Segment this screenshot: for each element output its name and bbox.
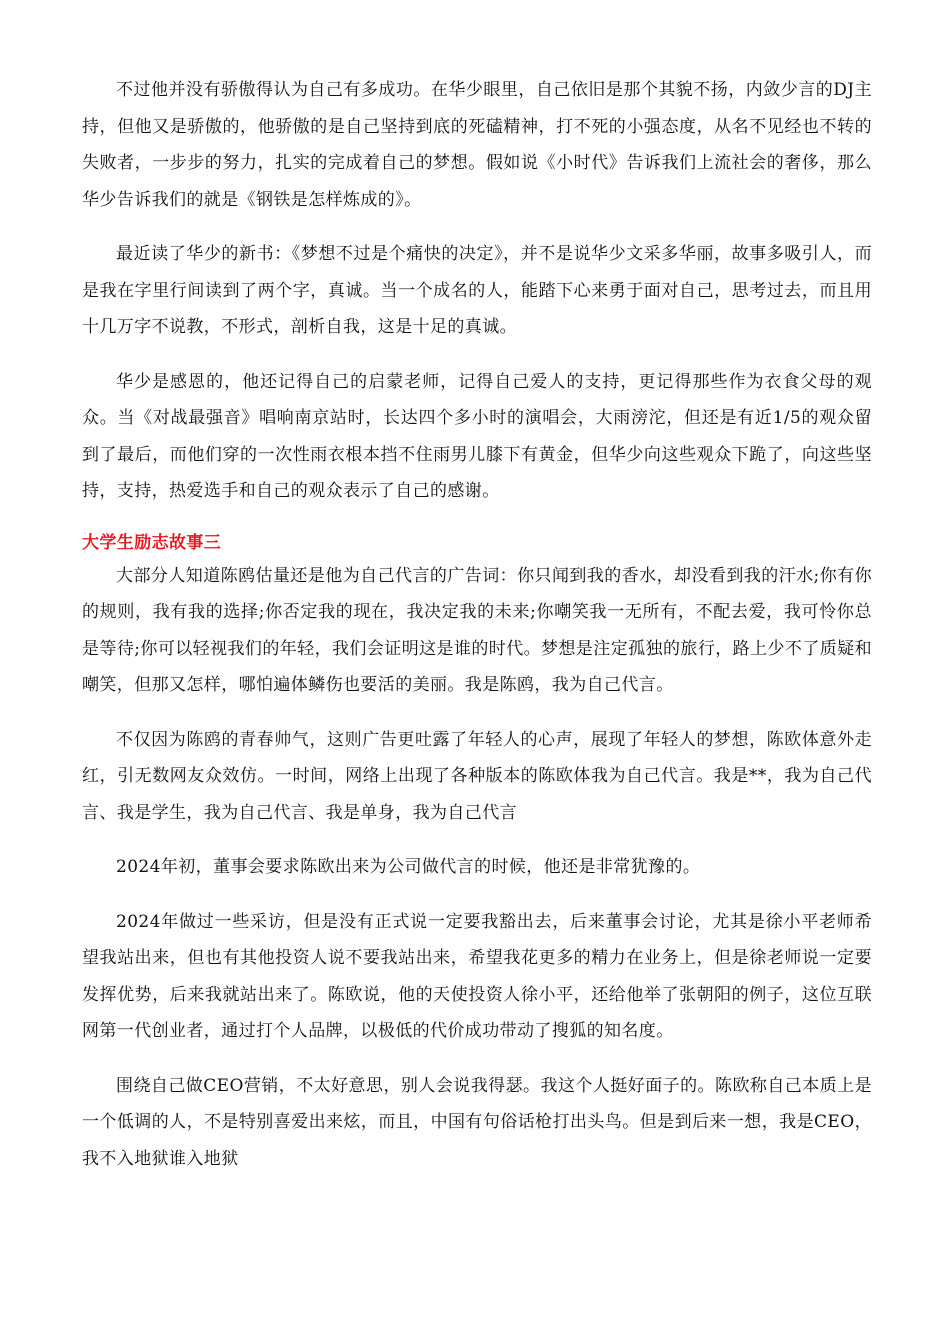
paragraph-chen-ou-slogan: 大部分人知道陈鸥估量还是他为自己代言的广告词：你只闻到我的香水，却没看到我的汗水;你有你的规则，我有我的选择;你否定我的现在，我决定我的未来;你嘲笑我一无所有，不配去爱，我可怜你总是等待;你可以轻视我们的年轻，我们会证明这是谁的时代。梦想是注定孤独的旅行，路上少不了质疑和嘲笑，但那又怎样，哪怕遍体鳞伤也要活的美丽。我是陈鸥，我为自己代言。 [82, 565, 872, 695]
paragraph-hua-shao-pride: 不过他并没有骄傲得认为自己有多成功。在华少眼里，自己依旧是那个其貌不扬，内敛少言的DJ主持，但他又是骄傲的，他骄傲的是自己坚持到底的死磕精神，打不死的小强态度，从名不见经也不转的失败者，一步步的努力，扎实的完成着自己的梦想。假如说《小时代》告诉我们上流社会的奢侈，那么华少告诉我们的就是《钢铁是怎样炼成的》。 [82, 80, 872, 210]
paragraph-hua-shao-new-book: 最近读了华少的新书：《梦想不过是个痛快的决定》，并不是说华少文采多华丽，故事多吸引人，而是我在字里行间读到了两个字，真诚。当一个成名的人，能踏下心来勇于面对自己，思考过去，而且用十几万字不说教，不形式，剖析自我，这是十足的真诚。 [82, 244, 872, 337]
document-page [82, 72, 872, 1195]
paragraph-board-request: 2024年初，董事会要求陈欧出来为公司做代言的时候，他还是非常犹豫的。 [116, 857, 701, 877]
section-heading: 大学生励志故事三 [82, 532, 222, 553]
paragraph-chen-ou-viral: 不仅因为陈鸥的青春帅气，这则广告更吐露了年轻人的心声，展现了年轻人的梦想，陈欧体意外走红，引无数网友众效仿。一时间，网络上出现了各种版本的陈欧体我为自己代言。我是**，我为自己代言、我是学生，我为自己代言、我是单身，我为自己代言 [82, 729, 872, 823]
paragraph-interviews: 2024年做过一些采访，但是没有正式说一定要我豁出去，后来董事会讨论，尤其是徐小平老师希望我站出来，但也有其他投资人说不要我站出来，希望我花更多的精力在业务上，但是徐老师说一定要发挥优势，后来我就站出来了。陈欧说，他的天使投资人徐小平，还给他举了张朝阳的例子，这位互联网第一代创业者，通过打个人品牌，以极低的代价成功带动了搜狐的知名度。 [82, 911, 872, 1041]
paragraph-hua-shao-gratitude: 华少是感恩的，他还记得自己的启蒙老师，记得自己爱人的支持，更记得那些作为衣食父母的观众。当《对战最强音》唱响南京站时，长达四个多小时的演唱会，大雨滂沱，但还是有近1/5的观众留到了最后，而他们穿的一次性雨衣根本挡不住雨男儿膝下有黄金，但华少向这些观众下跪了，向这些坚持，支持，热爱选手和自己的观众表示了自己的感谢。 [82, 371, 872, 501]
paragraph-ceo-marketing: 围绕自己做CEO营销，不太好意思，别人会说我得瑟。我这个人挺好面子的。陈欧称自己本质上是一个低调的人，不是特别喜爱出来炫，而且，中国有句俗话枪打出头鸟。但是到后来一想，我是CEO，我不入地狱谁入地狱 [82, 1075, 872, 1169]
